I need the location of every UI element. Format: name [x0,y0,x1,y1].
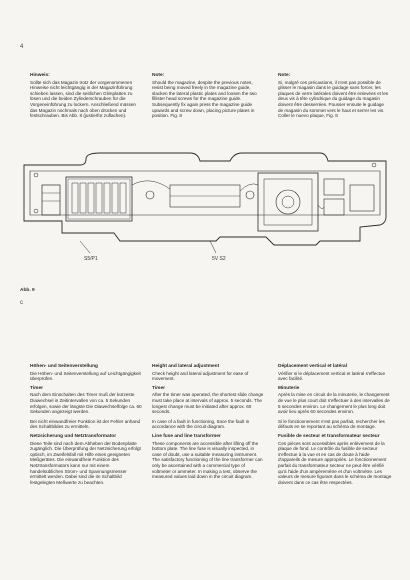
section-text: After the timer was operated, the shortest slide change must take place at intervals of approx. 5 seconds. The longest change must be initiated after approx. 60 seconds. [152,392,264,415]
section-heading: Minuterie [278,385,300,391]
page-mark-mid: c [20,300,23,306]
note-german [30,73,140,119]
section-text: Diese Teile sind nach dem Abheben der Bodenplatte zugänglich. Die Überprüfung der Netzsicherung erfolgt optisch, im Zweifelsfall mit Hilfe eines geeigneten Meßgerätes. Die einwandfreie Funktion des Netztransformators kann nur mit einem handelsüblichen Strom- und Spannungsmesser ermittelt werden. Dabei sind die im Schaltbild festgelegten Meßwerte zu beachten. [30,440,141,485]
section-text: These components are accessible after lifting off the bottom plate. The line fuse is visually inspected, in case of doubt, use a suitable measuring instrument. The satisfactory functioning of the line transformer can only be ascertained with a commercial type of voltmeter or ammeter. In making a test, observe the measured values laid down in the circuit diagram. [152,440,263,480]
section-text: Si le fonctionnement n'est pas parfait, rechercher les défauts en se reportant au schéma de montage. [278,418,385,430]
section-block [278,364,392,382]
section-block [30,386,142,415]
note-heading: Hinweis: [30,73,50,78]
section-block [278,386,392,415]
section-block [152,386,264,415]
note-heading: Note: [278,73,291,78]
section-text: In case of a fault in functioning, trace the fault in accordance with the circuit diagram. [152,418,250,430]
figure-caption: Abb. 9 [20,288,35,293]
section-heading: Fusible de secteur et transformateur secteur [278,433,380,439]
section-text: Check height and lateral adjustment for ease of movement. [152,370,249,382]
section-block [30,419,142,430]
note-french [278,73,390,119]
section-heading: Line fuse and line transformer [152,433,221,439]
section-english [152,364,264,484]
section-french [278,364,392,489]
section-block [152,364,264,382]
note-text: Sollte sich das Magazin trotz der vorgenommenen Hinweise nicht leichtgängig in der Magazinführung schieben lassen, sind die seitlichen Glimplatten zu lösen und die beiden Zylinderschrauben für die Vorgeneinführung zu lockern. Anschließend müssen das Magazin nochmals nach oben drücken und festschrauben. Bis Abb. 8 (justierfür zuflachen). [30,79,136,119]
section-block [278,419,392,430]
section-heading: Timer [152,385,165,391]
section-german [30,364,142,489]
section-block [278,434,392,485]
note-heading: Note: [152,73,165,78]
note-english [152,73,262,119]
section-text: Bei nicht einwandfreier Funktion ist der Fehler anhand des Schaltbildes zu ermitteln. [30,418,141,430]
section-block [152,434,264,480]
section-heading: Netzsicherung und Netztransformator [30,433,117,439]
section-text: Après la mise en circuit de la minuterie, le changement de vue le plus court doit s'effectuer à des intervalles de 5 secondes environ. Le changement le plus long doit avoir lieu après 60 secondes environ. [278,392,390,415]
section-text: Ces pièces sont accessibles après enlèvement de la plaque de fond. Le contrôle du fusible de secteur s'effectue à la vue et en cas de doute à l'aide d'appareils de mesure appropriés. Le fonctionnement parfait du transformateur secteur ne peut être vérifié qu'à l'aide d'un ampèremètre et d'un voltmètre. Les valeurs de mesure figurant dans le schéma de montage doivent dans ce cas être respectées. [278,440,392,485]
note-text: Si, malgré ces précautions, il n'est pas possible de glisser le magasin dans le guidage sans forcer, les plaques de verre latérales doivent être enlevées et les deux vis à tête cylindrique du guidage du magasin doivent être desserrées. Pousser ensuite le guidage de magasin du sommet vers le haut et serrer les vis. Coller le nuevo plaque, Fig. 8 [278,79,389,119]
section-text: Vérifier si le déplacement vertical et latéral s'effectue avec facilité. [278,370,386,382]
section-text: Nach dem Einschalten des Timer muß der kürzeste Diawechsel in Zeitintervallen von ca. 5 Sekunden erfolgen, sowie der längste Die Diawechselfolge ca. 60 Sekunden angezeigt werden. [30,392,142,415]
section-heading: Timer [30,385,43,391]
section-text: Die Höhen- und Seitenverstellung auf Leichtgängigkeit überprüfen. [30,370,141,382]
section-heading: Höhen- und Seitenverstellung [30,364,98,369]
page-mark-top: 4 [20,44,24,50]
part-label-sv2: 5V S2 [212,256,226,262]
section-block [30,434,142,485]
section-heading: Déplacement vertical et latéral [278,364,348,369]
section-block [30,364,142,382]
note-text: Should the magazine, despite the previous notes, resist being moved freely in the magazine guide, slacken the lateral plastic plates and loosen the two fillister head screws for the magazine guide. Subsequently fix again press the magazine guide upwards and screw down, placing picture plates in position. Fig. 8 [152,79,257,119]
part-label-s5: S5/P1 [84,256,98,262]
chassis-figure [20,145,392,285]
section-heading: Height and lateral adjustment [152,364,220,369]
section-block [152,419,264,430]
